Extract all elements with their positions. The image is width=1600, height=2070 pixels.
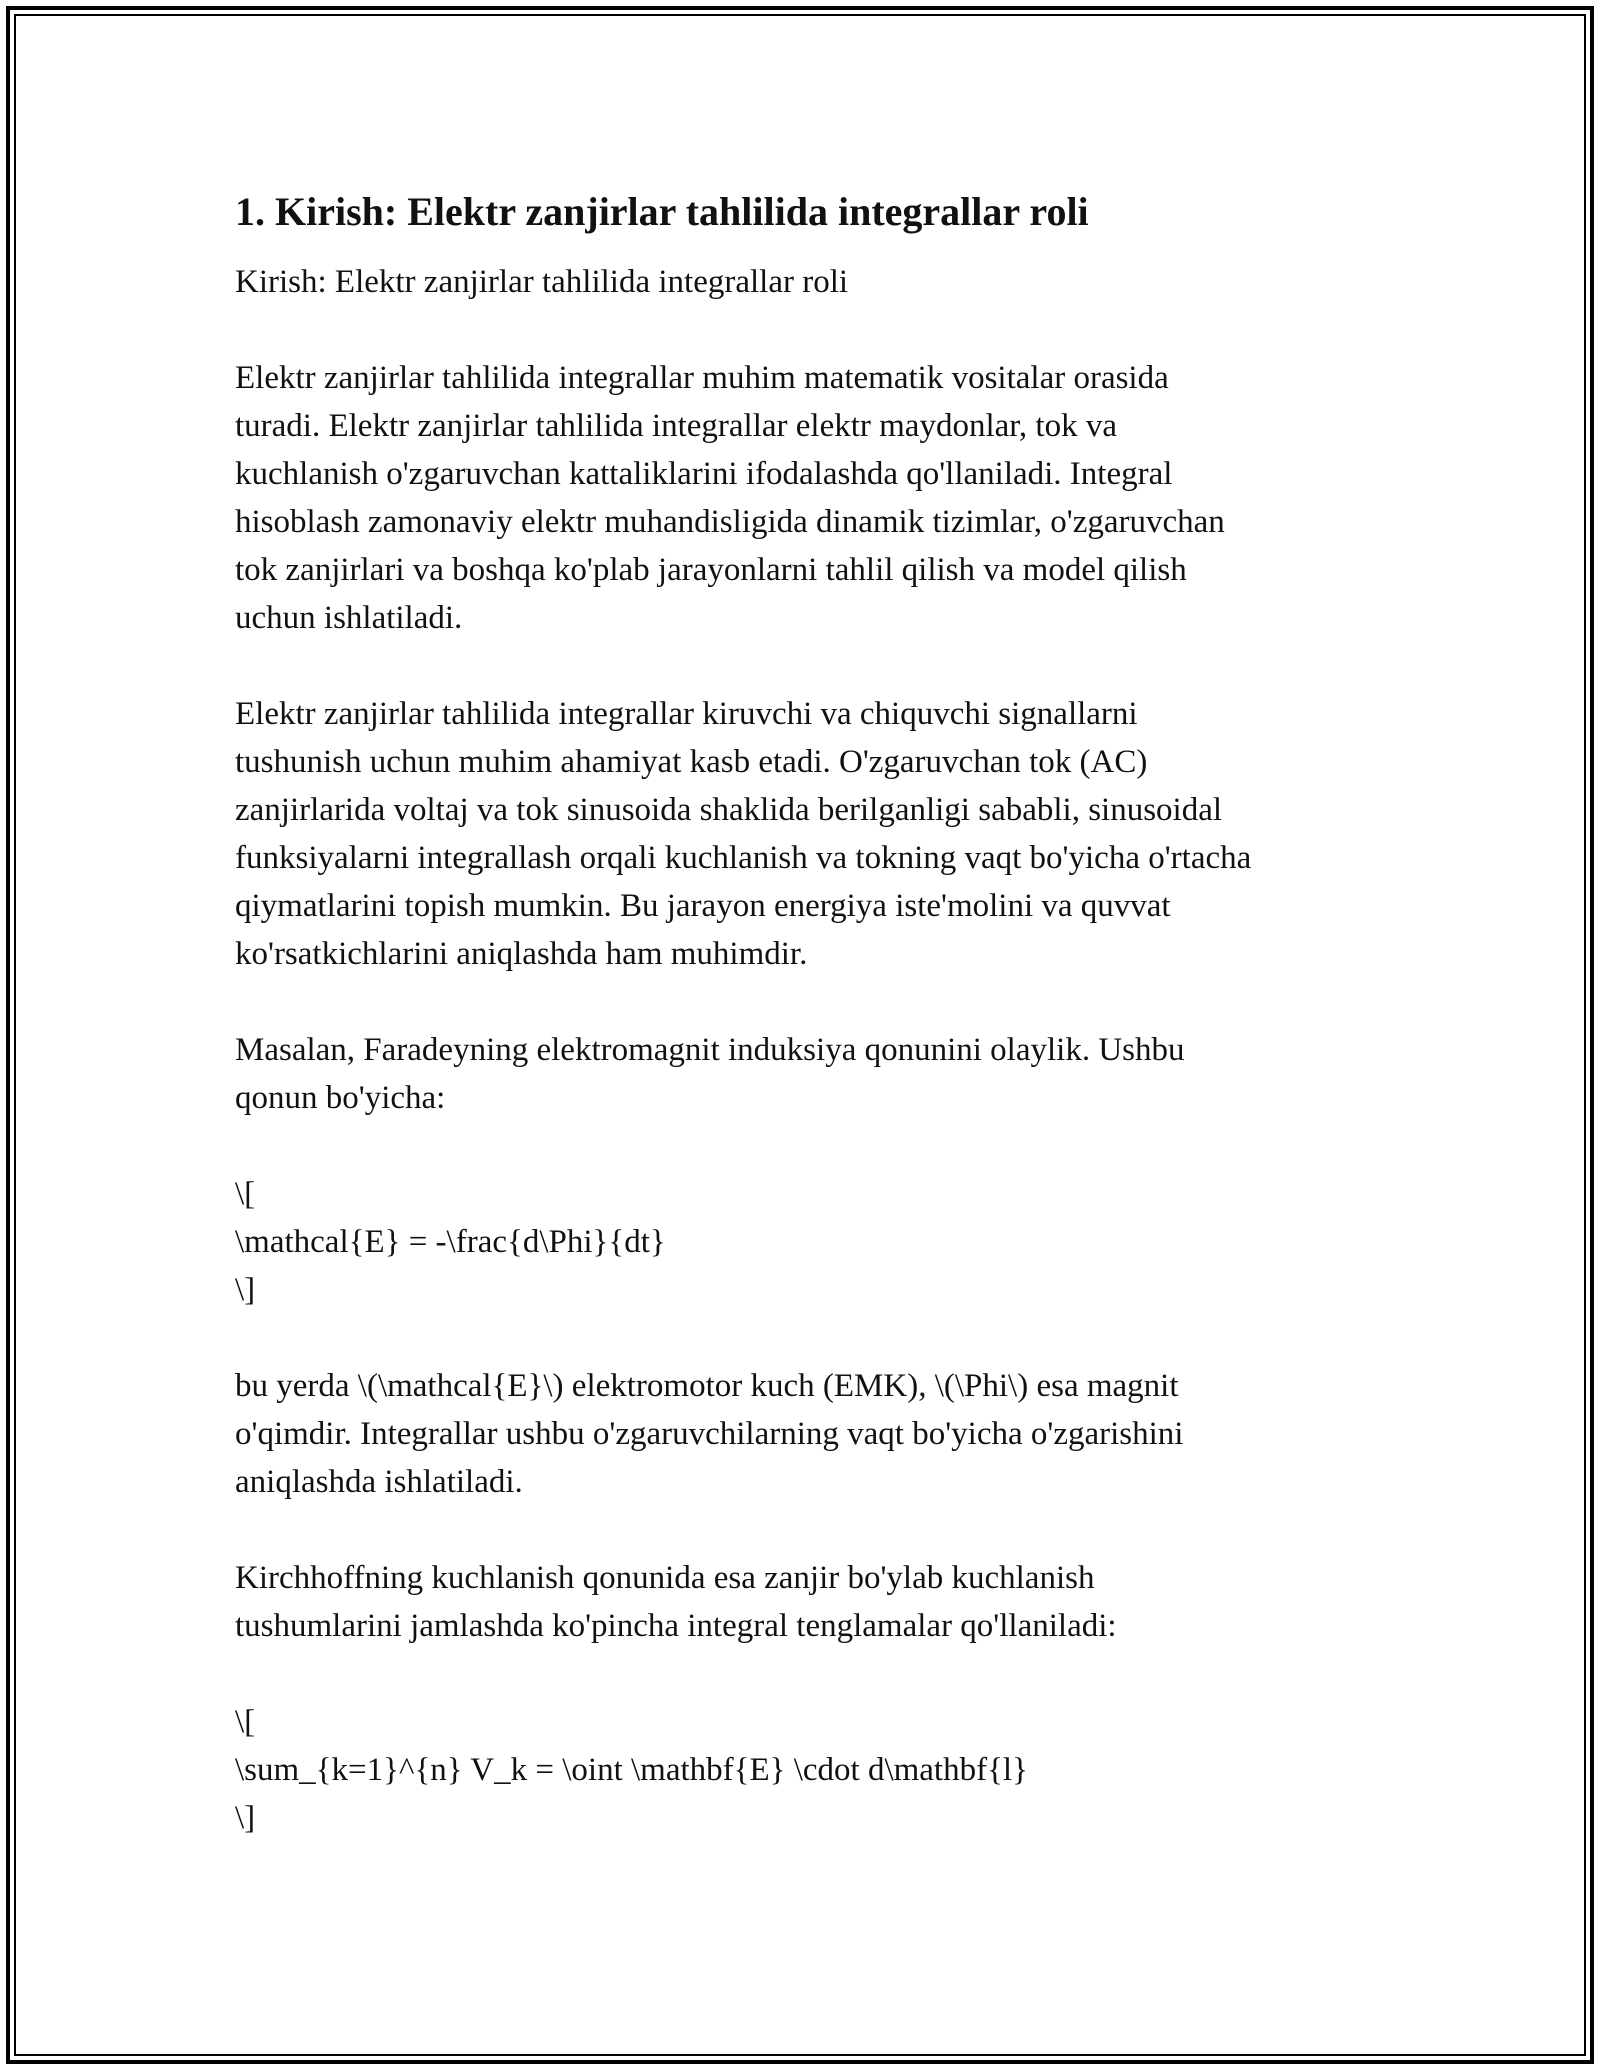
document-body (235, 186, 1385, 1842)
section-subtitle: Kirish: Elektr zanjirlar tahlilida integrallar roli (235, 264, 849, 300)
section-heading: 1. Kirish: Elektr zanjirlar tahlilida integrallar roli (235, 189, 1089, 234)
paragraph-ac-signals: Elektr zanjirlar tahlilida integrallar kiruvchi va chiquvchi signallarni tushunish uchun muhim ahamiyat kasb etadi. O'zgaruvchan tok (AC) zanjirlarida voltaj va tok sinusoida shaklida berilganligi sababli, sinusoidal funksiyalarni integrallash orqali kuchlanish va tokning vaqt bo'yicha o'rtacha qiymatlarini topish mumkin. Bu jarayon energiya iste'molini va quvvat ko'rsatkichlarini aniqlashda ham muhimdir. (235, 696, 1252, 972)
formula-faraday: \[ \mathcal{E} = -\frac{d\Phi}{dt} \] (235, 1176, 666, 1308)
paragraph-kirchhoff: Kirchhoffning kuchlanish qonunida esa zanjir bo'ylab kuchlanish tushumlarini jamlashda ko'pincha integral tenglamalar qo'llaniladi: (235, 1560, 1117, 1644)
formula-kirchhoff: \[ \sum_{k=1}^{n} V_k = \oint \mathbf{E} \cdot d\mathbf{l} \] (235, 1704, 1028, 1836)
paragraph-emf: bu yerda \(\mathcal{E}\) elektromotor kuch (EMK), \(\Phi\) esa magnit o'qimdir. Integrallar ushbu o'zgaruvchilarning vaqt bo'yicha o'zgarishini aniqlashda ishlatiladi. (235, 1368, 1184, 1500)
paragraph-faraday: Masalan, Faradeyning elektromagnit induksiya qonunini olaylik. Ushbu qonun bo'yicha: (235, 1032, 1185, 1116)
paragraph-intro: Elektr zanjirlar tahlilida integrallar muhim matematik vositalar orasida turadi. Elektr zanjirlar tahlilida integrallar elektr maydonlar, tok va kuchlanish o'zgaruvchan kattaliklarini ifodalashda qo'llaniladi. Integral hisoblash zamonaviy elektr muhandisligida dinamik tizimlar, o'zgaruvchan tok zanjirlari va boshqa ko'plab jarayonlarni tahlil qilish va model qilish uchun ishlatiladi. (235, 360, 1225, 636)
